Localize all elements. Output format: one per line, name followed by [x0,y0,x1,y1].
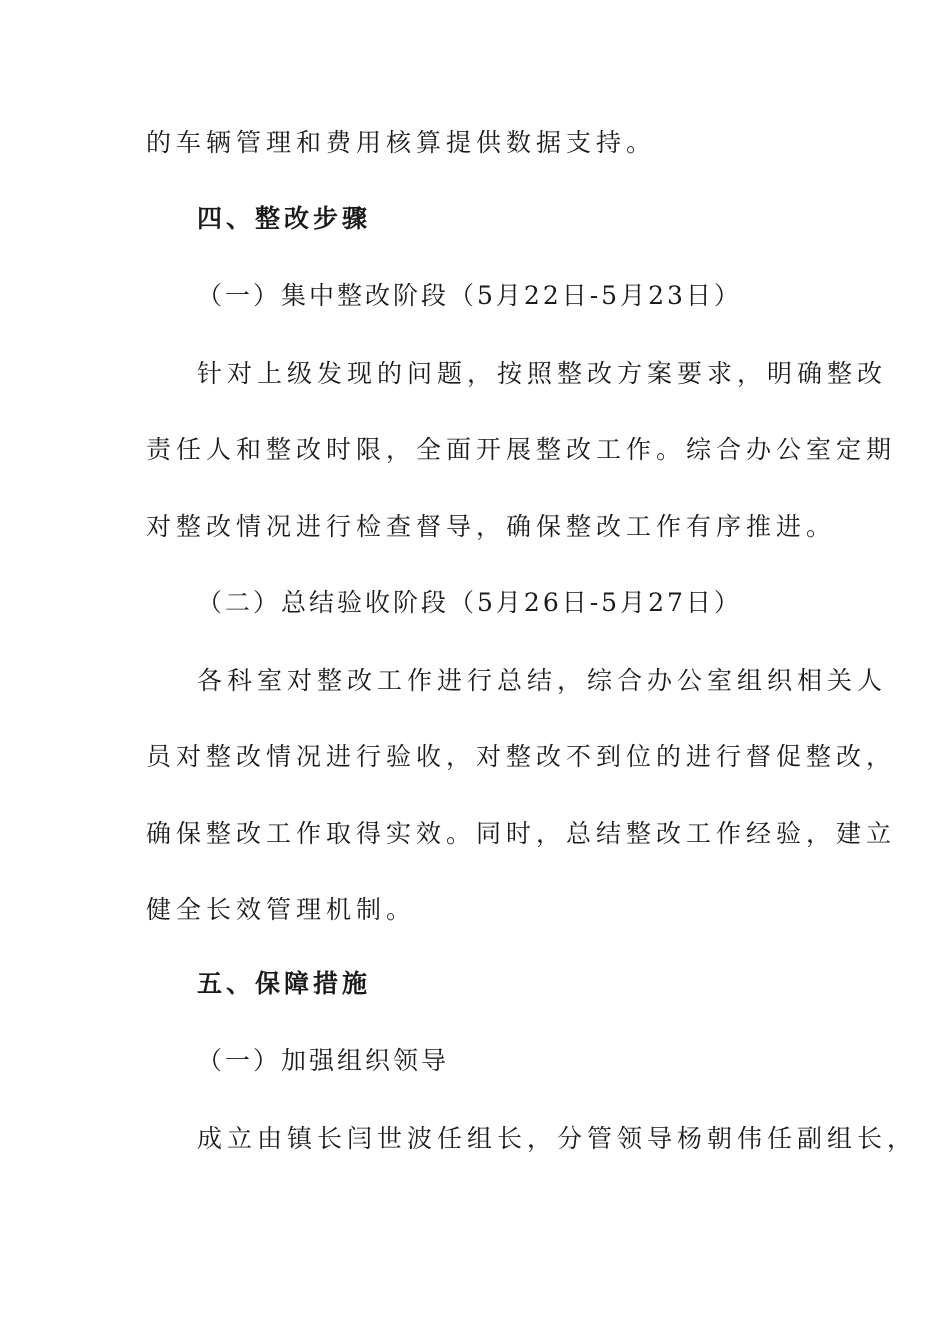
subheading-summary-acceptance: （二）总结验收阶段（5月26日-5月27日） [197,588,742,617]
section-heading-safeguard-measures: 五、保障措施 [197,969,372,998]
paragraph-line: 针对上级发现的问题，按照整改方案要求，明确整改 [197,359,888,388]
subheading-concentrated-rectification: （一）集中整改阶段（5月22日-5月23日） [197,281,742,310]
paragraph-line: 成立由镇长闫世波任组长，分管领导杨朝伟任副组长， [197,1124,918,1153]
paragraph-line: 的车辆管理和费用核算提供数据支持。 [146,128,657,157]
paragraph-line: 对整改情况进行检查督导，确保整改工作有序推进。 [146,512,837,541]
subheading-strengthen-leadership: （一）加强组织领导 [197,1046,450,1075]
paragraph-line: 各科室对整改工作进行总结，综合办公室组织相关人 [197,666,888,695]
section-heading-rectification-steps: 四、整改步骤 [197,204,372,233]
paragraph-line: 责任人和整改时限，全面开展整改工作。综合办公室定期 [146,435,897,464]
paragraph-line: 员对整改情况进行验收，对整改不到位的进行督促整改， [146,742,897,771]
paragraph-line: 确保整改工作取得实效。同时，总结整改工作经验，建立 [146,819,897,848]
paragraph-line: 健全长效管理机制。 [146,895,417,924]
